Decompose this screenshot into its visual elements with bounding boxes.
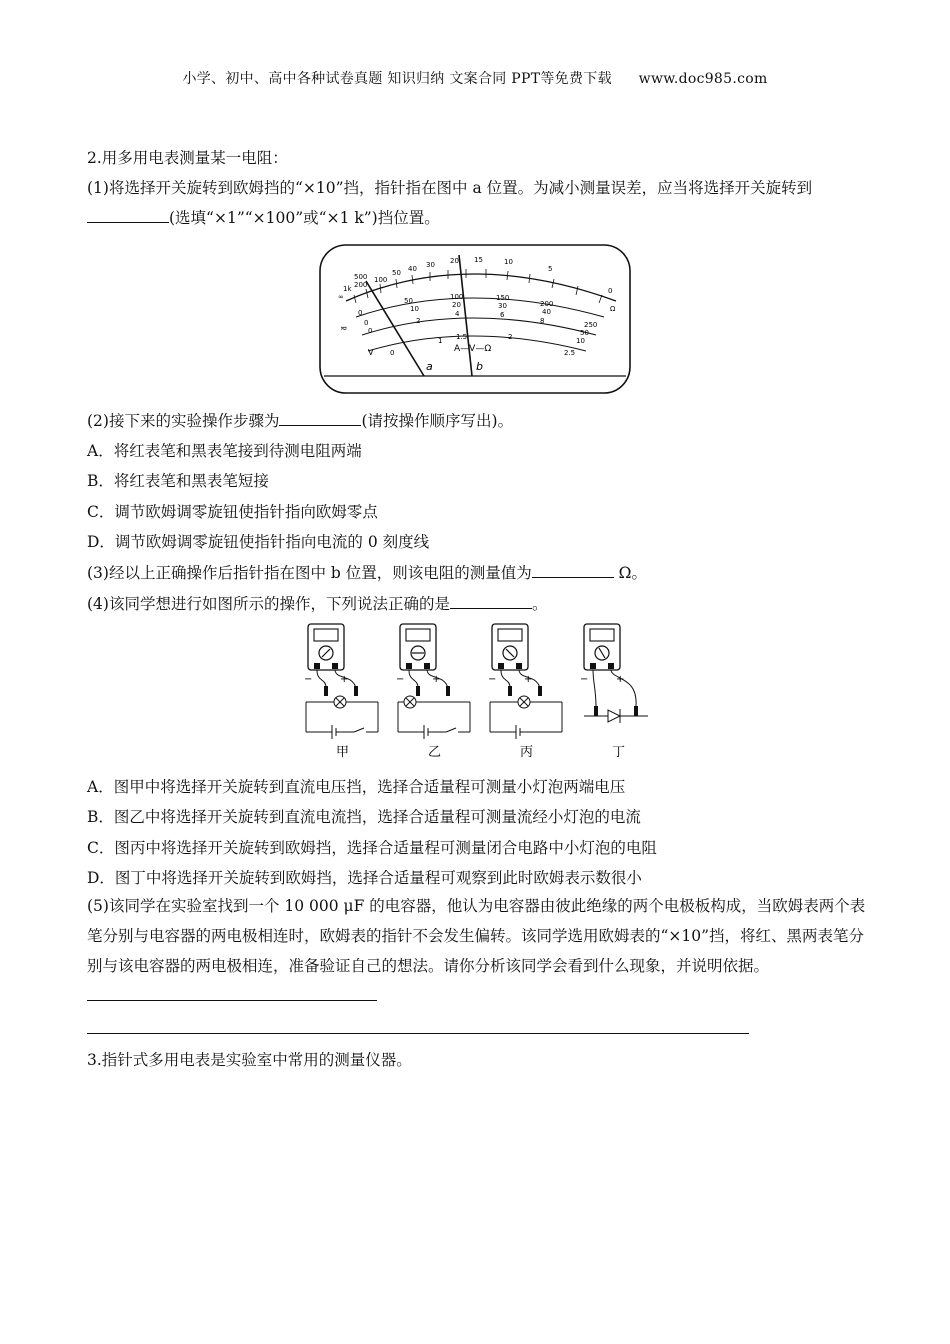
ac-tick: 1 xyxy=(438,337,443,345)
ac-tick: 2.5 xyxy=(564,349,576,357)
ohm-tick: 500 xyxy=(354,273,368,281)
q2-p5: (5)该同学在实验室找到一个 10 000 μF 的电容器，他认为电容器由彼此绝缘的两个电极板构成，当欧姆表两个表笔分别与电容器的两电极相连时，欧姆表的指针不会发生偏转。该同学选用欧姆表的“×10”挡，将红、黑两表笔分别与该电容器的两电极相连，准备验证自己的想法。请你分析该同学会看到什么现象，并说明依据。 xyxy=(87,897,866,975)
answer-blank-5[interactable] xyxy=(87,984,377,1001)
q2-p1-line1: (1)将选择开关旋转到欧姆挡的“×10”挡，指针指在图中 a 位置。为减小测量误差，应当将选择开关旋转到 xyxy=(87,179,813,197)
q2-option-c: C．调节欧姆调零旋钮使指针指向欧姆零点 xyxy=(87,503,378,521)
dc50-tick: 10 xyxy=(410,305,419,313)
plus-sign: + xyxy=(340,674,349,685)
dc50-tick: 40 xyxy=(542,308,551,316)
q3-title: 3.指针式多用电表是实验室中常用的测量仪器。 xyxy=(87,1051,412,1069)
ohm-tick: ∞ xyxy=(338,293,344,301)
ac-symbol: V xyxy=(368,348,374,357)
q2-p4-option-c: C．图丙中将选择开关旋转到欧姆挡，选择合适量程可测量闭合电路中小灯泡的电阻 xyxy=(87,839,657,857)
ohm-tick: 1k xyxy=(343,285,352,293)
meter-dial-figure xyxy=(318,243,632,395)
plus-sign: + xyxy=(616,674,625,685)
circuit-label-jia: 甲 xyxy=(336,745,350,760)
answer-blank-4[interactable] xyxy=(450,592,532,609)
dc-symbol: ≂ xyxy=(340,324,348,334)
dc10-tick: 4 xyxy=(455,310,460,318)
header-site: www.doc985.com xyxy=(638,71,768,87)
page-header xyxy=(0,68,950,88)
q2-p4-option-a: A．图甲中将选择开关旋转到直流电压挡，选择合适量程可测量小灯泡两端电压 xyxy=(87,778,626,796)
q2-p4-option-b: B．图乙中将选择开关旋转到直流电流挡，选择合适量程可测量流经小灯泡的电流 xyxy=(87,808,641,826)
q2-p2-tail: (请按操作顺序写出)。 xyxy=(361,412,514,430)
meter-center-label: A—V—Ω xyxy=(454,344,492,354)
answer-blank-3[interactable] xyxy=(532,561,614,578)
ac-tick: 1.5 xyxy=(456,333,468,341)
dc250-tick: 200 xyxy=(540,300,554,308)
answer-blank-2[interactable] xyxy=(279,409,361,426)
answer-line[interactable] xyxy=(87,1033,749,1034)
q2-option-a: A．将红表笔和黑表笔接到待测电阻两端 xyxy=(87,442,362,460)
ohm-unit: Ω xyxy=(610,305,616,313)
pointer-a-label: a xyxy=(426,360,433,373)
circuit-ding xyxy=(580,624,648,760)
ohm-tick: 0 xyxy=(608,287,613,295)
q2-p5-block xyxy=(87,891,867,1011)
ohm-tick: 5 xyxy=(548,265,553,273)
dc50-tick: 30 xyxy=(498,302,507,310)
dc250-tick: 0 xyxy=(358,309,363,317)
ohm-tick: 15 xyxy=(474,256,483,264)
circuits-figure xyxy=(296,620,662,762)
ohm-tick: 10 xyxy=(504,258,513,266)
minus-sign: − xyxy=(580,674,589,685)
circuit-label-ding: 丁 xyxy=(612,745,626,760)
ohm-tick: 40 xyxy=(408,265,417,273)
ohm-tick: 20 xyxy=(450,257,459,265)
minus-sign: − xyxy=(488,674,497,685)
dc10-tick: 0 xyxy=(368,327,373,335)
ohm-tick: 30 xyxy=(426,261,435,269)
circuit-yi xyxy=(396,624,470,760)
q2-p3-row xyxy=(87,561,647,583)
circuit-jia xyxy=(304,624,378,760)
q2-p4-row xyxy=(87,592,547,614)
q2-p3-unit: Ω。 xyxy=(618,564,648,582)
header-text: 小学、初中、高中各种试卷真题 知识归纳 文案合同 PPT等免费下载 xyxy=(182,71,612,87)
q2-option-d: D．调节欧姆调零旋钮使指针指向电流的 0 刻度线 xyxy=(87,533,430,551)
q2-p4-option-d: D．图丁中将选择开关旋转到欧姆挡，选择合适量程可观察到此时欧姆表示数很小 xyxy=(87,869,642,887)
ohm-tick: 50 xyxy=(392,269,401,277)
q2-title: 2.用多用电表测量某一电阻： xyxy=(87,149,288,167)
pointer-b-label: b xyxy=(476,360,483,373)
q2-p4-tail: 。 xyxy=(531,595,548,613)
ac-tick: 2 xyxy=(508,333,513,341)
q2-p3: (3)经以上正确操作后指针指在图中 b 位置，则该电阻的测量值为 xyxy=(87,564,532,582)
ohm-tick: 200 xyxy=(354,281,368,289)
q2-p1-line2: (选填“×1”“×100”或“×1 k”)挡位置。 xyxy=(169,209,440,227)
q2-p2: (2)接下来的实验操作步骤为 xyxy=(87,412,280,430)
dc10-tick: 2 xyxy=(416,317,421,325)
dc50-tick: 0 xyxy=(364,319,369,327)
q2-p1-line2-row xyxy=(87,206,440,228)
dc10-tick: 6 xyxy=(500,311,505,319)
minus-sign: − xyxy=(396,674,405,685)
q2-option-b: B．将红表笔和黑表笔短接 xyxy=(87,472,269,490)
dc250-tick: 100 xyxy=(450,293,464,301)
answer-blank-1[interactable] xyxy=(87,206,169,223)
circuit-label-bing: 丙 xyxy=(520,745,534,760)
dc250-tick: 50 xyxy=(404,297,413,305)
dc10-tick: 8 xyxy=(540,317,545,325)
dc50-tick: 50 xyxy=(580,329,589,337)
minus-sign: − xyxy=(304,674,313,685)
q2-p4: (4)该同学想进行如图所示的操作，下列说法正确的是 xyxy=(87,595,450,613)
q2-p2-row xyxy=(87,409,513,431)
ohm-tick: 100 xyxy=(374,276,388,284)
dc50-tick: 20 xyxy=(452,301,461,309)
plus-sign: + xyxy=(524,674,533,685)
ac-tick: 0 xyxy=(390,349,395,357)
dc250-tick: 250 xyxy=(584,321,598,329)
plus-sign: + xyxy=(432,674,441,685)
circuit-bing xyxy=(488,624,562,760)
dc250-tick: 150 xyxy=(496,294,510,302)
dc10-tick: 10 xyxy=(576,337,585,345)
circuit-label-yi: 乙 xyxy=(428,745,442,760)
